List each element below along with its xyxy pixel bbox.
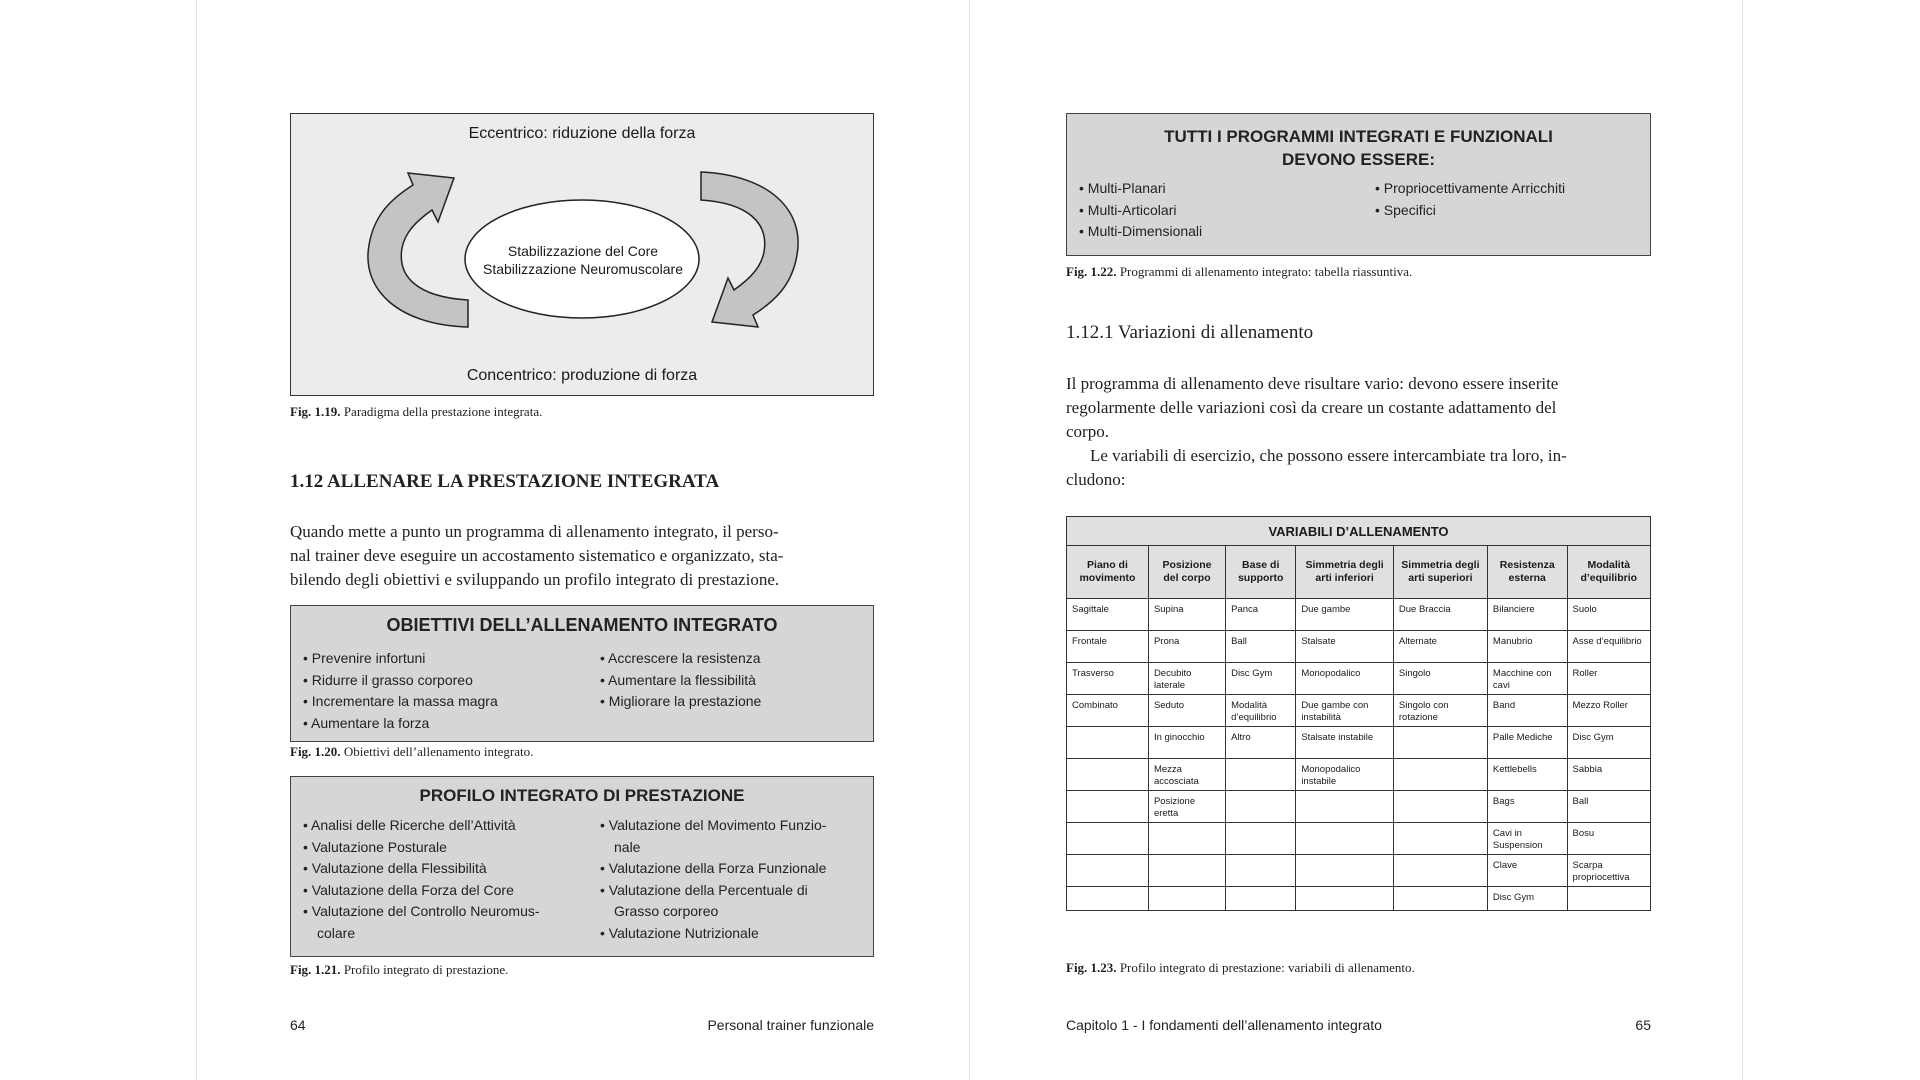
table-cell: Mezza accosciata [1148, 759, 1225, 791]
table-cell: Ball [1567, 791, 1650, 823]
objectives-column-2 [600, 648, 761, 713]
table-cell: Bags [1487, 791, 1567, 823]
table-cell: Panca [1226, 599, 1296, 631]
table-cell: Roller [1567, 663, 1650, 695]
table-cell: Posizione eretta [1148, 791, 1225, 823]
list-item: • Multi-Planari [1079, 180, 1166, 196]
box-title: OBIETTIVI DELL’ALLENAMENTO INTEGRATO [386, 615, 778, 635]
table-cell [1067, 855, 1149, 887]
list-item: • Prevenire infortuni [303, 650, 426, 666]
table-cell [1226, 887, 1296, 911]
table-cell: Prona [1148, 631, 1225, 663]
table-row [1067, 887, 1651, 911]
list-item: • Valutazione della Forza Funzionale [600, 860, 827, 876]
training-objectives-box [290, 605, 874, 742]
table-cell [1393, 887, 1487, 911]
page-number: 64 [290, 1017, 306, 1033]
right-page [969, 0, 1742, 1080]
table-cell: Modalità d’equilibrio [1226, 695, 1296, 727]
left-page [196, 0, 969, 1080]
table-cell: Seduto [1148, 695, 1225, 727]
table-cell [1393, 727, 1487, 759]
table-cell: Trasverso [1067, 663, 1149, 695]
table-cell [1296, 823, 1394, 855]
table-cell: Disc Gym [1567, 727, 1650, 759]
paragraph-line: nal trainer deve eseguire un accostamento sistematico e organizzato, sta- [290, 546, 784, 565]
caption-text: Programmi di allenamento integrato: tabella riassuntiva. [1119, 264, 1413, 279]
variation-paragraph [1066, 372, 1567, 492]
table-cell [1226, 855, 1296, 887]
list-item: • Valutazione della Flessibilità [303, 860, 487, 876]
table-cell: Sabbia [1567, 759, 1650, 791]
list-item: • Aumentare la flessibilità [600, 671, 756, 688]
table-row [1067, 823, 1651, 855]
list-item: • Migliorare la prestazione [600, 693, 762, 709]
paragraph-line: Le variabili di esercizio, che possono essere intercambiate tra loro, in- [1090, 446, 1567, 465]
column-header: Posizione del corpo [1148, 546, 1225, 599]
paragraph-line: Quando mette a punto un programma di allenamento integrato, il perso- [290, 522, 779, 541]
table-cell [1393, 855, 1487, 887]
column-header: Simmetria degli arti inferiori [1296, 546, 1394, 599]
column-header: Resistenza esterna [1487, 546, 1567, 599]
table-cell: Ball [1226, 631, 1296, 663]
caption-number: Fig. 1.22. [1066, 264, 1117, 279]
table-cell: Supina [1148, 599, 1225, 631]
table-cell: Bilanciere [1487, 599, 1567, 631]
table-cell: Asse d’equilibrio [1567, 631, 1650, 663]
page-number: 65 [1635, 1017, 1651, 1033]
table-cell: Stalsate [1296, 631, 1394, 663]
paragraph-line: corpo. [1066, 422, 1109, 441]
figure-1-22-caption [1066, 264, 1412, 280]
list-item: • Valutazione della Percentuale di Grasso corporeo [600, 881, 808, 919]
table-cell: Singolo con rotazione [1393, 695, 1487, 727]
paragraph-line: bilendo degli obiettivi e sviluppando un profilo integrato di prestazione. [290, 570, 780, 589]
list-item: • Specifici [1375, 201, 1436, 218]
table-cell [1296, 855, 1394, 887]
table-cell: Sagittale [1067, 599, 1149, 631]
paragraph-line: Il programma di allenamento deve risultare vario: devono essere inserite [1066, 374, 1559, 393]
list-item: • Ridurre il grasso corporeo [303, 671, 473, 688]
caption-number: Fig. 1.21. [290, 962, 341, 977]
center-label-line2: Stabilizzazione Neuromuscolare [483, 261, 683, 277]
table-cell: Due gambe con instabilità [1296, 695, 1394, 727]
table-cell: Combinato [1067, 695, 1149, 727]
running-title: Personal trainer funzionale [707, 1017, 874, 1033]
table-cell: Suolo [1567, 599, 1650, 631]
list-item: • Aumentare la forza [303, 714, 430, 731]
table-row [1067, 631, 1651, 663]
table-cell: Monopodalico instabile [1296, 759, 1394, 791]
table-cell: Mezzo Roller [1567, 695, 1650, 727]
performance-profile-box [290, 776, 874, 957]
table-cell [1393, 791, 1487, 823]
table-cell: Decubito laterale [1148, 663, 1225, 695]
chapter-title: Capitolo 1 - I fondamenti dell’allenamento integrato [1066, 1017, 1382, 1033]
table-cell: Band [1487, 695, 1567, 727]
table-row [1067, 663, 1651, 695]
caption-number: Fig. 1.19. [290, 404, 341, 419]
concentric-label: Concentrico: produzione di forza [466, 367, 698, 384]
list-item: • Accrescere la resistenza [600, 650, 761, 666]
table-row [1067, 727, 1651, 759]
table-cell [1067, 791, 1149, 823]
paragraph-line: cludono: [1066, 470, 1126, 489]
table-cell: Altro [1226, 727, 1296, 759]
column-header: Piano di movimento [1067, 546, 1149, 599]
caption-text: Paradigma della prestazione integrata. [343, 404, 543, 419]
figure-1-21-caption [290, 962, 508, 978]
table-body [1067, 599, 1651, 911]
table-cell: Kettlebells [1487, 759, 1567, 791]
table-cell: Disc Gym [1226, 663, 1296, 695]
list-item: • Valutazione del Movimento Funzio- nale [600, 817, 827, 855]
list-item: • Multi-Articolari [1079, 201, 1177, 218]
list-item: • Multi-Dimensionali [1079, 223, 1203, 239]
caption-number: Fig. 1.20. [290, 744, 341, 759]
table-cell: Singolo [1393, 663, 1487, 695]
table-row [1067, 599, 1651, 631]
table-cell [1393, 759, 1487, 791]
subsection-heading: 1.12.1 Variazioni di allenamento [1066, 322, 1314, 343]
table-cell [1067, 759, 1149, 791]
table-row [1067, 759, 1651, 791]
table-cell: Frontale [1067, 631, 1149, 663]
table-cell: Scarpa propriocettiva [1567, 855, 1650, 887]
objectives-column-1 [303, 648, 498, 734]
integrated-programs-box [1066, 113, 1651, 256]
box-title-line2: DEVONO ESSERE: [1281, 150, 1436, 169]
table-cell: Due gambe [1296, 599, 1394, 631]
box-title: PROFILO INTEGRATO DI PRESTAZIONE [419, 786, 745, 805]
column-header: Modalità d’equilibrio [1567, 546, 1650, 599]
table-cell: Bosu [1567, 823, 1650, 855]
list-item: • Valutazione del Controllo Neuromus- colare [303, 903, 540, 941]
table-cell: Stalsate instabile [1296, 727, 1394, 759]
table-cell: In ginocchio [1148, 727, 1225, 759]
table-cell [1067, 727, 1149, 759]
column-header: Simmetria degli arti superiori [1393, 546, 1487, 599]
table-cell: Disc Gym [1487, 887, 1567, 911]
table-cell: Cavi in Suspension [1487, 823, 1567, 855]
table-cell [1296, 887, 1394, 911]
table-cell [1226, 759, 1296, 791]
box-title [1067, 125, 1650, 171]
intro-paragraph [290, 520, 783, 592]
table-cell [1226, 823, 1296, 855]
core-stabilization-label [463, 242, 703, 278]
table-cell: Monopodalico [1296, 663, 1394, 695]
table-cell: Palle Mediche [1487, 727, 1567, 759]
programs-column-1 [1079, 178, 1202, 243]
table-title: VARIABILI D’ALLENAMENTO [1067, 517, 1651, 546]
table-cell [1226, 791, 1296, 823]
table-cell [1067, 823, 1149, 855]
caption-text: Obiettivi dell’allenamento integrato. [343, 744, 534, 759]
eccentric-arrow [368, 173, 468, 327]
table-cell: Manubrio [1487, 631, 1567, 663]
table-cell [1067, 887, 1149, 911]
table-row [1067, 855, 1651, 887]
list-item: • Propriocettivamente Arricchiti [1375, 180, 1566, 196]
table-header-row [1067, 546, 1651, 599]
programs-column-2 [1375, 178, 1565, 221]
table-cell: Alternate [1393, 631, 1487, 663]
table-row [1067, 695, 1651, 727]
integrated-performance-diagram [290, 113, 874, 396]
column-header: Base di supporto [1226, 546, 1296, 599]
list-item: • Incrementare la massa magra [303, 693, 498, 709]
caption-text: Profilo integrato di prestazione. [343, 962, 509, 977]
table-cell [1148, 887, 1225, 911]
table-cell [1393, 823, 1487, 855]
table-cell [1148, 855, 1225, 887]
training-variables-table [1066, 516, 1651, 911]
center-label-line1: Stabilizzazione del Core [507, 243, 659, 259]
table-cell: Clave [1487, 855, 1567, 887]
list-item: • Valutazione della Forza del Core [303, 881, 514, 898]
table-cell: Macchine con cavi [1487, 663, 1567, 695]
eccentric-label: Eccentrico: riduzione della forza [468, 125, 696, 142]
paragraph-line: regolarmente delle variazioni così da creare un costante adattamento del [1066, 398, 1557, 417]
profile-column-1 [303, 815, 583, 944]
right-page-edge [1742, 0, 1743, 1080]
table-cell: Due Braccia [1393, 599, 1487, 631]
caption-number: Fig. 1.23. [1066, 960, 1117, 975]
table-cell [1296, 791, 1394, 823]
list-item: • Analisi delle Ricerche dell’Attività [303, 817, 516, 833]
figure-1-19-caption [290, 404, 542, 420]
list-item: • Valutazione Nutrizionale [600, 924, 759, 941]
table-cell [1148, 823, 1225, 855]
box-title-line1: TUTTI I PROGRAMMI INTEGRATI E FUNZIONALI [1164, 127, 1553, 146]
figure-1-23-caption [1066, 960, 1415, 976]
table-row [1067, 791, 1651, 823]
section-heading: 1.12 ALLENARE LA PRESTAZIONE INTEGRATA [290, 471, 720, 492]
table-cell [1567, 887, 1650, 911]
caption-text: Profilo integrato di prestazione: variabili di allenamento. [1119, 960, 1415, 975]
profile-column-2 [600, 815, 860, 944]
list-item: • Valutazione Posturale [303, 838, 447, 855]
figure-1-20-caption [290, 744, 533, 760]
concentric-arrow [701, 172, 798, 327]
